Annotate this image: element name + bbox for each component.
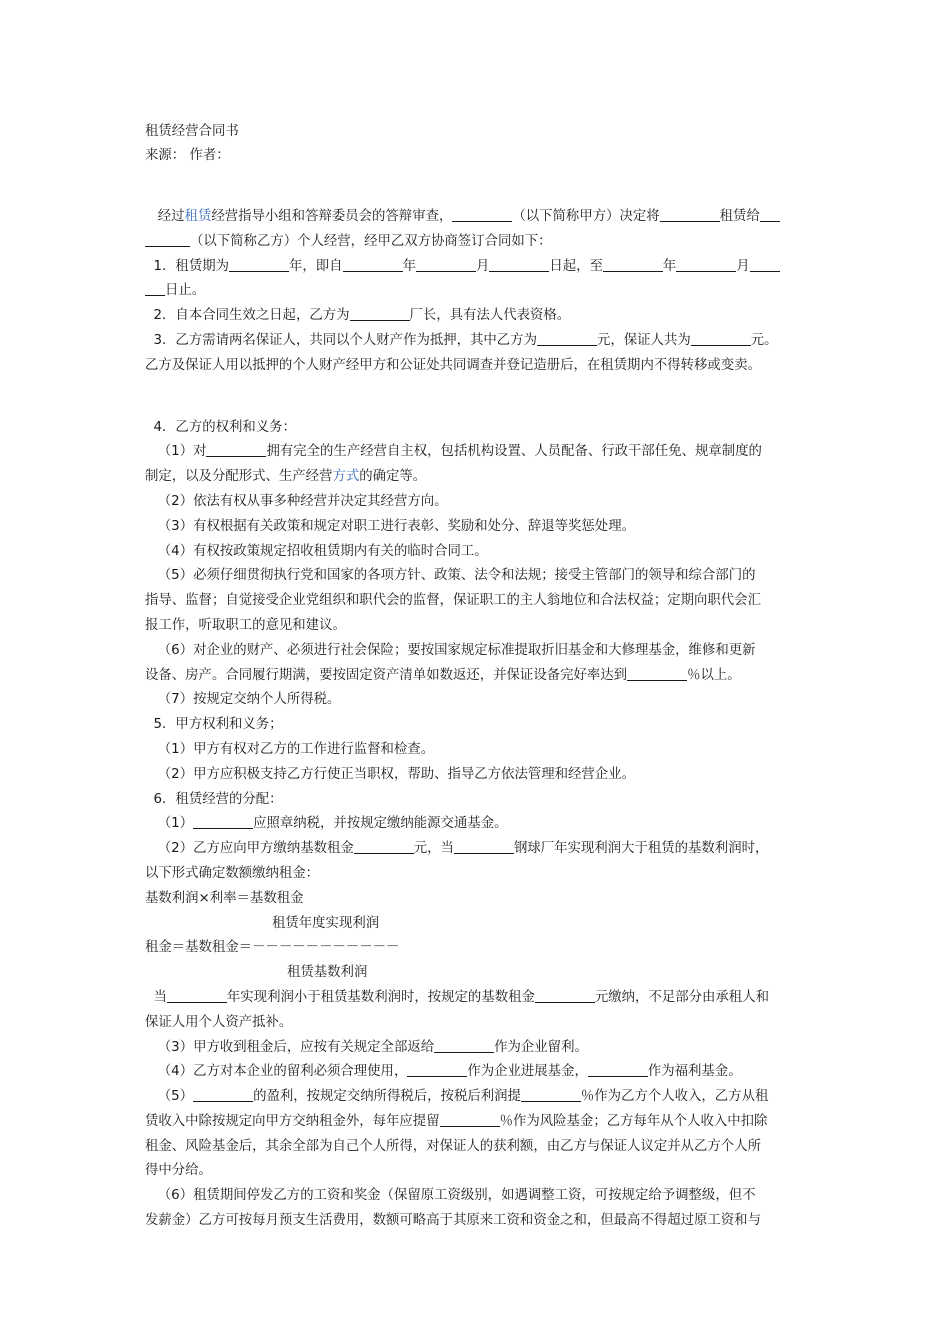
clause-4-5: （5）必须仔细贯彻执行党和国家的各项方针、政策、法令和法规；接受主管部门的领导和综合部门的: [157, 568, 756, 584]
blank-field: [229, 256, 289, 272]
document-title: 租赁经营合同书: [145, 124, 239, 139]
blank-field: [416, 256, 476, 272]
blank-field: [350, 305, 410, 321]
clause-4-2: （2）依法有权从事多种经营并决定其经营方向。: [157, 493, 448, 509]
clause-6-5-cont2: 租金、风险基金后，其余全部为自己个人所得，对保证人的获利额，由乙方与保证人议定并从乙方个人所: [145, 1138, 761, 1154]
blank-field: [489, 256, 549, 272]
link-lease[interactable]: 租赁: [184, 209, 212, 224]
blank-field: [691, 330, 751, 346]
clause-4-7: （7）按规定交纳个人所得税。: [157, 692, 341, 708]
clause-2: 2．自本合同生效之日起，乙方为 厂长，具有法人代表资格。: [145, 304, 810, 329]
formula-line-1: 基数利润×利率＝基数租金: [145, 890, 304, 906]
clause-6-4: （4）乙方对本企业的留利必须合理使用， 作为企业进展基金， 作为福利基金。: [145, 1060, 810, 1085]
formula-numerator: 租赁年度实现利润: [272, 915, 380, 931]
blank-field: [660, 206, 720, 222]
clause-4-6-cont: 设备、房产。合同履行期满，要按固定资产清单如数返还，并保证设备完好率达到 ％以上。: [145, 664, 810, 689]
paragraph-intro-cont: （以下简称乙方）个人经营，经甲乙双方协商签订合同如下：: [145, 230, 810, 255]
blank-field: [167, 987, 227, 1003]
blank-field: [193, 1086, 253, 1102]
blank-field: [454, 838, 514, 854]
clause-6-6-cont: 发薪金）乙方可按每月预支生活费用，数额可略高于其原来工资和资金之和，但最高不得超过原工资和与: [145, 1213, 761, 1229]
clause-4-5-cont2: 报工作，听取职工的意见和建议。: [145, 617, 346, 633]
blank-field: [760, 206, 780, 222]
blank-field: [145, 231, 190, 247]
clause-6-5: （5） 的盈利，按规定交纳所得税后，按税后利润提 ％作为乙方个人收入，乙方从租: [145, 1085, 810, 1110]
paragraph-intro: 经过租赁经营指导小组和答辩委员会的答辩审查， （以下简称甲方）决定将 租赁给: [145, 205, 810, 230]
blank-field: [750, 256, 780, 272]
blank-field: [588, 1061, 648, 1077]
blank-field: [535, 987, 595, 1003]
clause-6-2: （2）乙方应向甲方缴纳基数租金 元，当 钢球厂年实现利润大于租赁的基数利润时，: [145, 837, 810, 862]
clause-4-6: （6）对企业的财产、必须进行社会保险；要按国家规定标准提取折旧基金和大修理基金，维修和更新: [157, 642, 756, 658]
clause-4-5-cont: 指导、监督；自觉接受企业党组织和职代会的监督，保证职工的主人翁地位和合法权益；定期向职代会汇: [145, 593, 761, 609]
blank-field: [537, 330, 597, 346]
blank-field: [407, 1061, 467, 1077]
clause-3-cont: 乙方及保证人用以抵押的个人财产经甲方和公证处共同调查并登记造册后，在租赁期内不得转移或变卖。: [145, 357, 761, 373]
formula-denominator: 租赁基数利润: [287, 965, 368, 981]
blank-field: [193, 813, 253, 829]
blank-field: [452, 206, 512, 222]
clause-6-1: （1） 应照章纳税，并按规定缴纳能源交通基金。: [145, 812, 810, 837]
clause-6-heading: 6．租赁经营的分配：: [153, 791, 283, 807]
clause-3: 3．乙方需请两名保证人，共同以个人财产作为抵押，其中乙方为 元，保证人共为 元。: [145, 329, 810, 354]
blank-field: [627, 665, 687, 681]
blank-field: [434, 1037, 494, 1053]
clause-6-6: （6）租赁期间停发乙方的工资和奖金（保留原工资级别，如遇调整工资，可按规定给予调整级，但不: [157, 1188, 756, 1204]
clause-4-3: （3）有权根据有关政策和规定对职工进行表彰、奖励和处分、辞退等奖惩处理。: [157, 518, 635, 534]
link-method[interactable]: 方式: [332, 469, 360, 485]
blank-field: [354, 838, 414, 854]
blank-field: [603, 256, 663, 272]
blank-field: [206, 441, 266, 457]
clause-1-cont: 日止。: [145, 279, 810, 304]
clause-5-2: （2）甲方应积极支持乙方行使正当职权，帮助、指导乙方依法管理和经营企业。: [157, 766, 635, 782]
clause-6-2-para: 当 年实现利润小于租赁基数利润时，按规定的基数租金 元缴纳，不足部分由承租人和: [145, 986, 810, 1011]
clause-6-2-para-cont: 保证人用个人资产抵补。: [145, 1014, 293, 1030]
blank-field: [343, 256, 403, 272]
formula-line-3: 租金＝基数租金＝－－－－－－－－－－－: [145, 940, 400, 956]
blank-field: [521, 1086, 581, 1102]
blank-field: [440, 1111, 500, 1127]
clause-4-heading: 4．乙方的权利和义务：: [153, 419, 296, 435]
clause-5-1: （1）甲方有权对乙方的工作进行监督和检查。: [157, 741, 435, 757]
spacer: [145, 168, 810, 205]
source-author-line: 来源： 作者：: [145, 148, 230, 163]
clause-4-1: （1）对 拥有完全的生产经营自主权，包括机构设置、人员配备、行政干部任免、规章制度的: [145, 440, 810, 465]
clause-6-2-cont: 以下形式确定数额缴纳租金：: [145, 865, 320, 881]
blank-field: [145, 280, 165, 296]
contract-document: [145, 120, 810, 1234]
clause-6-5-cont: 赁收入中除按规定向甲方交纳租金外，每年应提留 ％作为风险基金；乙方每年从个人收入中扣除: [145, 1110, 810, 1135]
clause-5-heading: 5．甲方权利和义务；: [153, 717, 283, 733]
clause-4-1-cont: 制定，以及分配形式、生产经营方式的确定等。: [145, 469, 427, 485]
blank-field: [676, 256, 736, 272]
clause-1: 1．租赁期为 年，即自 年 月 日起，至 年 月: [145, 255, 810, 280]
clause-4-4: （4）有权按政策规定招收租赁期内有关的临时合同工。: [157, 543, 488, 559]
clause-6-3: （3）甲方收到租金后，应按有关规定全部返给 作为企业留利。: [145, 1036, 810, 1061]
spacer: [145, 379, 810, 416]
clause-6-5-cont3: 得中分给。: [145, 1163, 212, 1179]
